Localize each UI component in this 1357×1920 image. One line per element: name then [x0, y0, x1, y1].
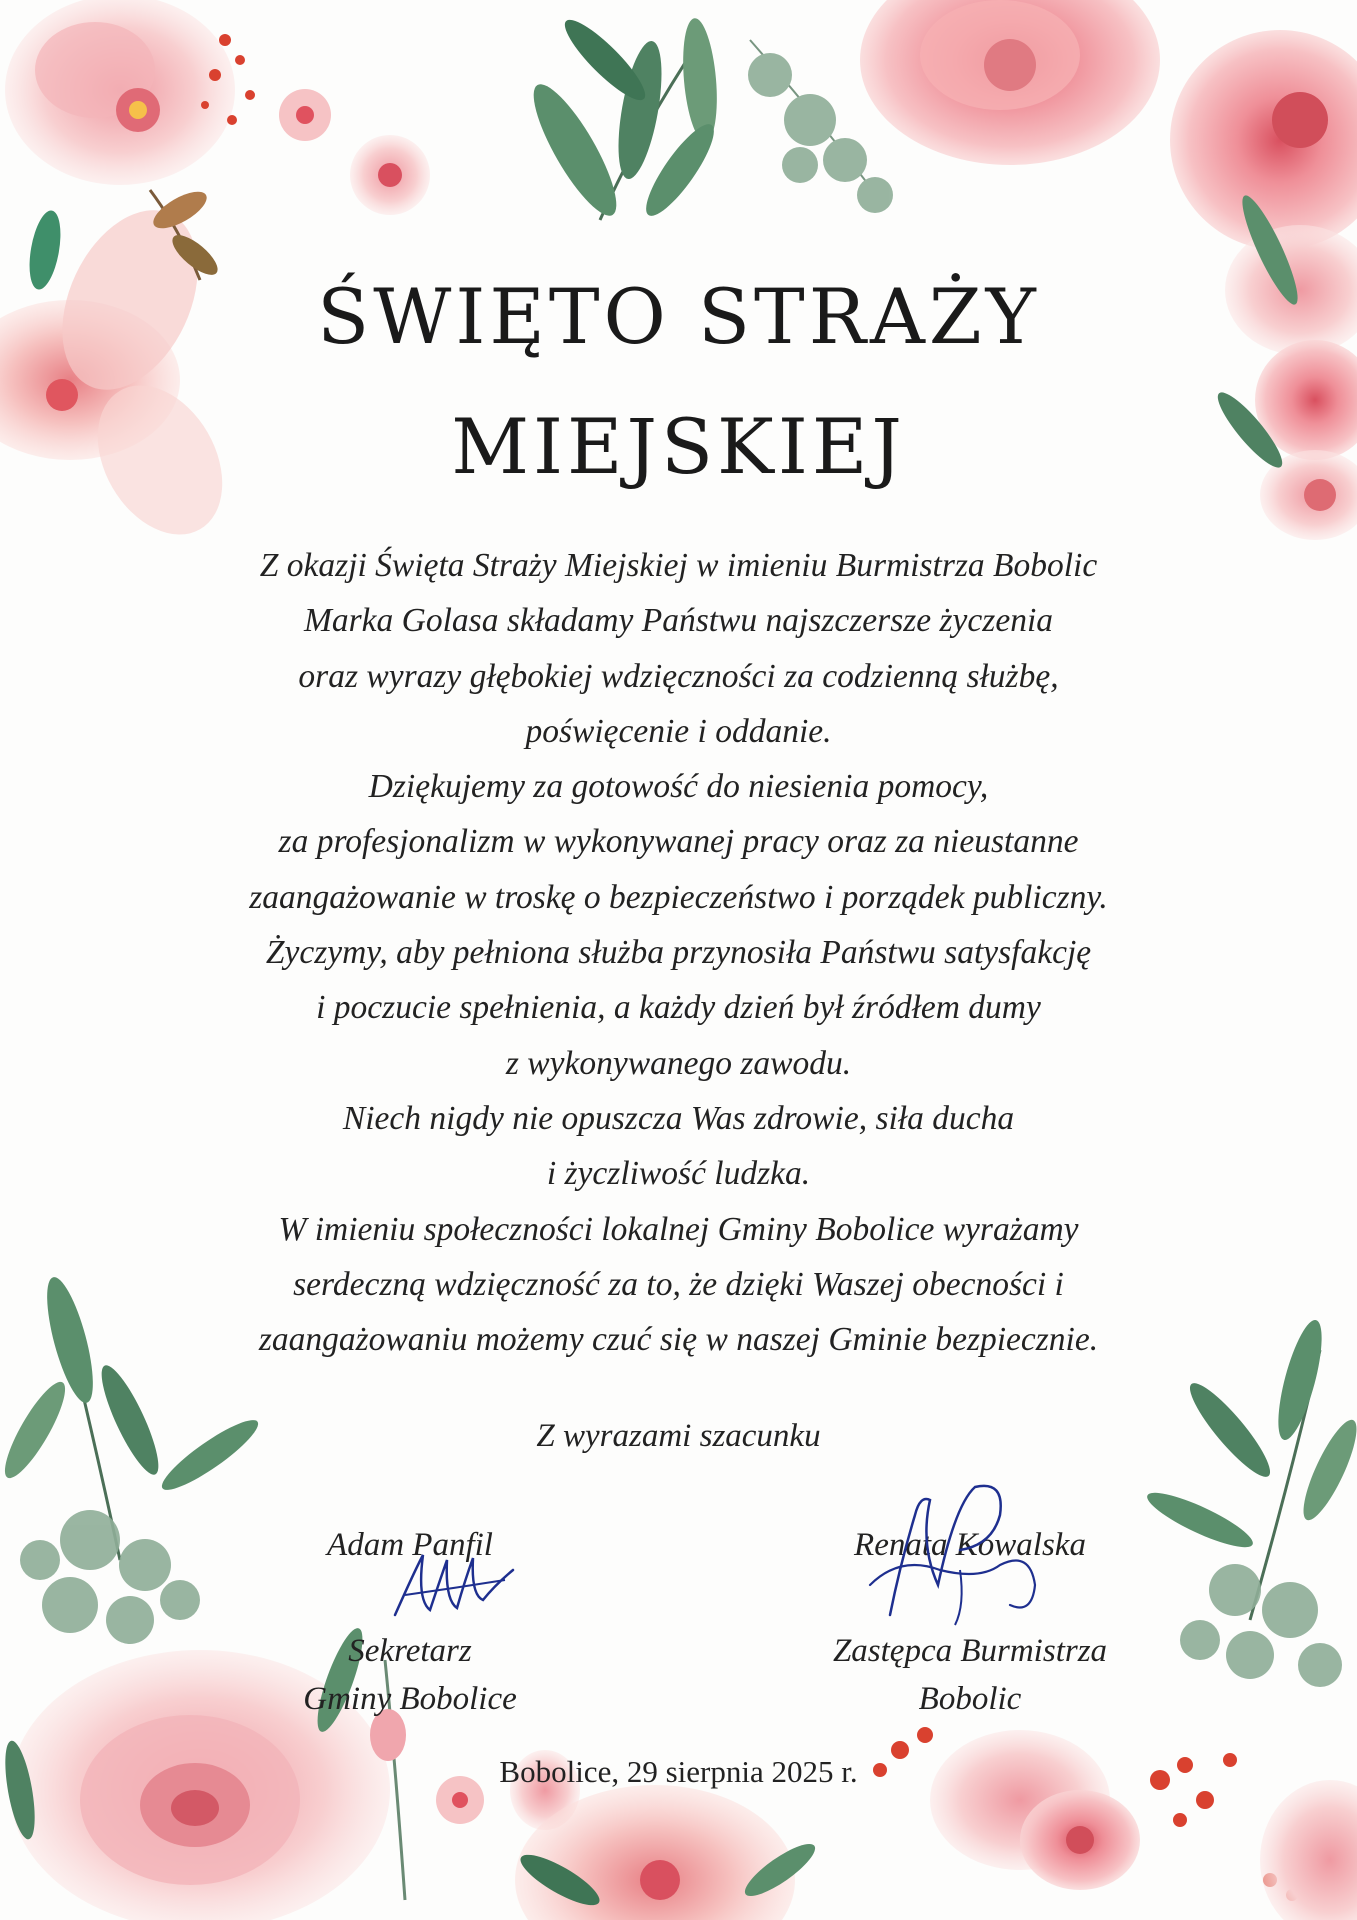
text-line: Życzymy, aby pełniona służba przynosiła Państwu satysfakcję: [265, 934, 1092, 972]
leaves-icon: [520, 11, 724, 225]
text-line: oraz wyrazy głębokiej wdzięczności za codzienną służbę,: [298, 657, 1059, 695]
page-title-line-2: MIEJSKIEJ: [451, 402, 906, 491]
rose-icon: [860, 0, 1160, 165]
text-line: zaangażowanie w troskę o bezpieczeństwo i porządek publiczny.: [249, 878, 1108, 916]
closing-phrase: Z wyrazami szacunku: [536, 1418, 821, 1454]
text-line: Marka Golasa składamy Państwu najszczersze życzenia: [303, 602, 1054, 640]
text-line: Z okazji Święta Straży Miejskiej w imieniu Burmistrza Bobolic: [259, 547, 1098, 584]
rose-icon: [5, 0, 235, 185]
text-line: i życzliwość ludzka.: [546, 1155, 811, 1193]
text-line: W imieniu społeczności lokalnej Gminy Bobolice wyrażamy: [278, 1210, 1079, 1248]
text-line: zaangażowaniu możemy czuć się w naszej Gminie bezpiecznie.: [258, 1321, 1099, 1359]
handwritten-signature-right: [860, 1475, 1060, 1635]
greeting-text: [150, 538, 1207, 1367]
text-line: serdeczną wdzięczność za to, że dzięki Waszej obecności i: [293, 1265, 1064, 1303]
signatory-name: Adam Panfil: [327, 1527, 493, 1563]
small-flower-icon: [279, 89, 430, 215]
text-line: poświęcenie i oddanie.: [525, 712, 832, 750]
signatory-role-line-2: Gminy Bobolice: [303, 1681, 517, 1717]
eucalyptus-icon: [20, 1510, 200, 1644]
text-line: za profesjonalizm w wykonywanej pracy oraz za nieustanne: [278, 823, 1079, 861]
date-place: Bobolice, 29 sierpnia 2025 r.: [499, 1754, 858, 1789]
signatory-name: Renata Kowalska: [854, 1527, 1086, 1563]
text-line: z wykonywanego zawodu.: [505, 1044, 852, 1082]
handwritten-signature-left: [385, 1540, 525, 1630]
signatory-role: Zastępca Burmistrza: [832, 1633, 1108, 1669]
signatory-role: Sekretarz: [348, 1633, 472, 1669]
signatory-role-line-2: Bobolic: [918, 1681, 1022, 1717]
text-line: Niech nigdy nie opuszcza Was zdrowie, siła ducha: [342, 1099, 1015, 1137]
text-line: i poczucie spełnienia, a każdy dzień był źródłem dumy: [316, 989, 1041, 1027]
text-line: Dziękujemy za gotowość do niesienia pomocy,: [368, 768, 989, 806]
page-title: ŚWIĘTO STRAŻY: [317, 272, 1040, 361]
